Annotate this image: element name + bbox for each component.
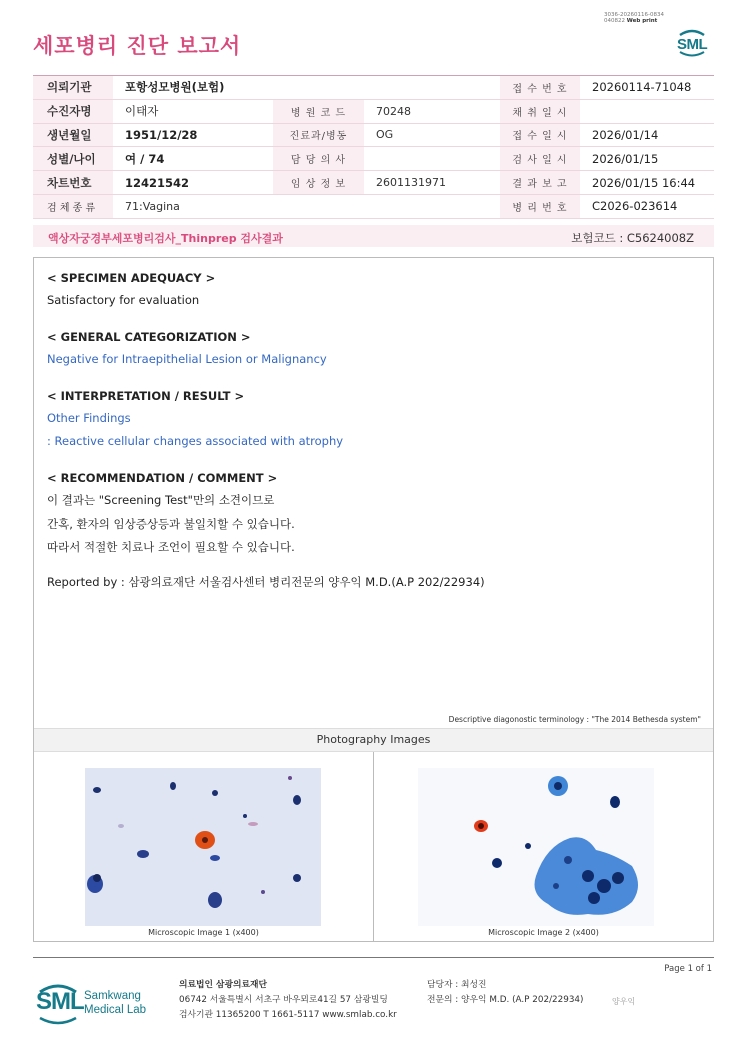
footer-contact: 검사기관 11365200 T 1661-5117 www.smlab.co.kr [179,1010,397,1020]
value-collection-date [580,99,714,123]
label-specimen-type: 검 체 종 류 [33,194,113,218]
caption-image-1: Microscopic Image 1 (x400) [148,928,259,937]
label-receipt-no: 접 수 번 호 [500,76,580,100]
label-test-date: 검 사 일 시 [500,147,580,171]
footer-logo [36,980,166,1026]
value-receipt-date: 2026/01/14 [580,123,714,147]
value-doctor [364,147,500,171]
value-test-date: 2026/01/15 [580,147,714,171]
bethesda-note: Descriptive diagonostic terminology : "The 2014 Bethesda system" [448,715,701,724]
caption-image-2: Microscopic Image 2 (x400) [488,928,599,937]
footer-org-info [179,978,397,1023]
insurance-code: 보험코드 : C5624008Z [571,231,694,245]
label-department: 진료과/병동 [273,123,364,147]
microscopic-image-1 [85,768,321,926]
recommendation-line1: 이 결과는 "Screening Test"만의 소견이므로 [47,493,275,507]
label-sex-age: 성별/나이 [33,147,113,171]
test-title: 액상자궁경부세포병리검사_Thinprep 검사결과 [48,232,283,245]
label-hospital-code: 병 원 코 드 [273,99,364,123]
footer-divider [33,957,714,958]
value-chart-no: 12421542 [113,171,273,195]
value-requesting-org: 포항성모병원(보험) [113,76,273,100]
table-row [33,171,714,195]
print-meta [604,12,664,24]
page-number: Page 1 of 1 [664,964,712,974]
value-specimen-type: 71:Vagina [113,194,273,218]
label-collection-date: 채 취 일 시 [500,99,580,123]
label-receipt-date: 접 수 일 시 [500,123,580,147]
patient-info-table [33,75,714,219]
interpretation-line1: Other Findings [47,411,131,425]
photo-heading: Photography Images [34,728,713,752]
value-hospital-code: 70248 [364,99,500,123]
footer-address: 06742 서울특별시 서초구 바우뫼로41길 57 삼광빌딩 [179,995,388,1005]
label-birth-date: 생년월일 [33,123,113,147]
label-clinical-info: 임 상 정 보 [273,171,364,195]
footer-logo-name1: Samkwang [84,990,141,1002]
adequacy-heading: < SPECIMEN ADEQUACY > [47,271,216,285]
table-row [33,99,714,123]
interpretation-line2: : Reactive cellular changes associated with atrophy [47,434,344,448]
value-receipt-no: 20260114-71048 [580,76,714,100]
label-doctor: 담 당 의 사 [273,147,364,171]
result-panel [33,257,714,942]
value-patient-name: 이태자 [113,99,273,123]
table-row [33,76,714,100]
microscopic-image-2 [418,768,654,926]
footer-staff-info [427,978,583,1008]
footer-org: 의료법인 삼광의료재단 [179,980,268,990]
category-text: Negative for Intraepithelial Lesion or Malignancy [47,352,327,366]
sml-logo [674,26,710,58]
recommendation-heading: < RECOMMENDATION / COMMENT > [47,471,278,485]
table-row [33,123,714,147]
interpretation-heading: < INTERPRETATION / RESULT > [47,389,245,403]
signature: 양우익 [612,997,636,1006]
value-birth-date: 1951/12/28 [113,123,273,147]
label-requesting-org: 의뢰기관 [33,76,113,100]
test-section-header [33,225,714,247]
footer-specialist: 전문의 : 양우익 M.D. (A.P 202/22934) [427,995,584,1005]
adequacy-text: Satisfactory for evaluation [47,293,200,307]
footer-logo-name2: Medical Lab [84,1004,147,1016]
meta-line2: 040822 [604,18,625,24]
category-heading: < GENERAL CATEGORIZATION > [47,330,251,344]
table-row [33,194,714,218]
value-pathology-no: C2026-023614 [580,194,714,218]
value-department: OG [364,123,500,147]
footer-logo-sml: SML [36,988,84,1015]
value-result-report: 2026/01/15 16:44 [580,171,714,195]
sml-logo-text: SML [677,36,708,53]
reported-by: Reported by : 삼광의료재단 서울검사센터 병리전문의 양우익 M.D.(A.P 202/22934) [47,575,485,589]
footer-manager: 담당자 : 최성진 [427,980,487,990]
table-row [33,147,714,171]
photo-divider [373,752,374,942]
label-result-report: 결 과 보 고 [500,171,580,195]
meta-web-print: Web print [626,18,658,24]
label-chart-no: 차트번호 [33,171,113,195]
label-patient-name: 수진자명 [33,99,113,123]
recommendation-line2: 간혹, 환자의 임상증상등과 불일치할 수 있습니다. [47,517,295,531]
report-title: 세포병리 진단 보고서 [33,34,242,58]
label-pathology-no: 병 리 번 호 [500,194,580,218]
value-clinical-info: 2601131971 [364,171,500,195]
recommendation-line3: 따라서 적절한 치료나 조언이 필요할 수 있습니다. [47,540,295,554]
value-sex-age: 여 / 74 [113,147,273,171]
meta-line1: 3036-20260116-0834 [604,12,664,18]
